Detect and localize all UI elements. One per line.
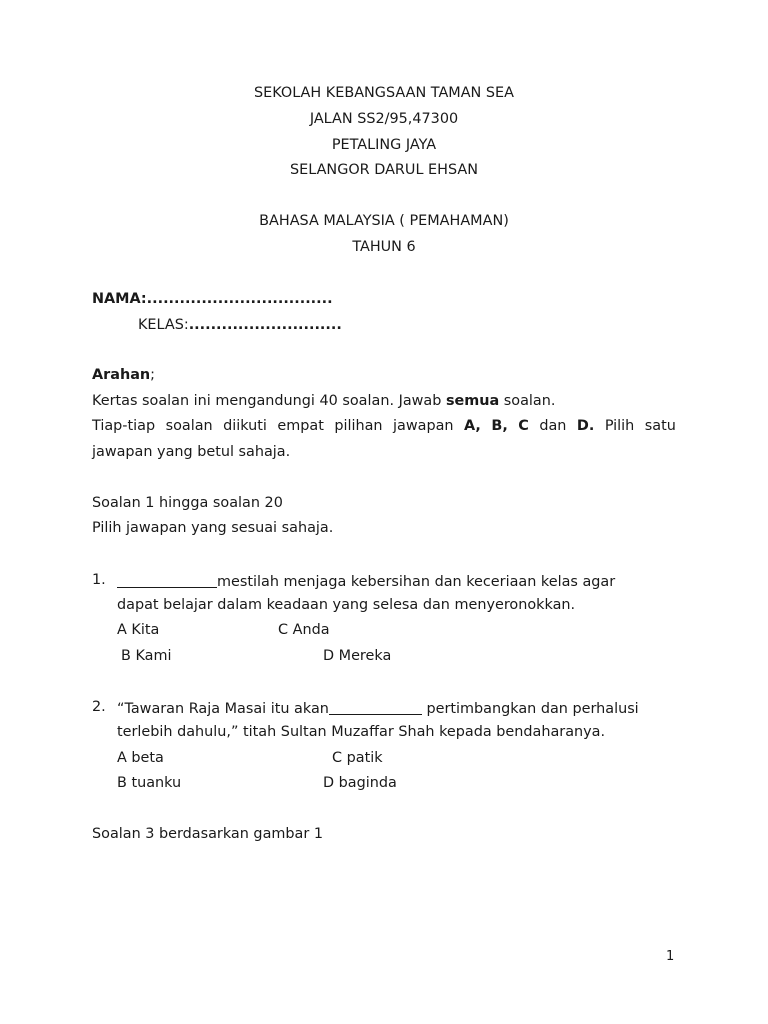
- instructions-line-1-post: soalan.: [499, 393, 556, 409]
- question-1-line-1: [117, 572, 615, 590]
- class-label: KELAS:: [138, 317, 189, 333]
- instructions-word: pilihan: [334, 418, 383, 434]
- question-2-option-a: A beta: [117, 750, 164, 766]
- instructions-word: satu: [644, 418, 676, 434]
- instructions-line-1-pre: Kertas soalan ini mengandungi 40 soalan. Jawab: [92, 393, 446, 409]
- school-street: JALAN SS2/95,47300: [309, 111, 459, 127]
- question-2-text-pre: “Tawaran Raja Masai itu akan: [117, 701, 329, 717]
- question-1-option-d: D Mereka: [323, 648, 392, 664]
- instructions-word: Tiap-tiap: [92, 418, 156, 434]
- instructions-option-a: A,: [464, 418, 481, 434]
- section-range: Soalan 1 hingga soalan 20: [92, 495, 283, 511]
- question-1-option-c: C Anda: [278, 622, 330, 638]
- instructions-option-c: C: [518, 418, 529, 434]
- school-name: SEKOLAH KEBANGSAAN TAMAN SEA: [254, 85, 514, 101]
- class-dots: ............................: [188, 317, 342, 333]
- school-city: PETALING JAYA: [331, 137, 437, 153]
- instructions-title-suffix: ;: [150, 367, 156, 383]
- instructions-word: diikuti: [223, 418, 267, 434]
- page-number: 1: [666, 949, 675, 964]
- instructions-word: jawapan: [393, 418, 454, 434]
- question-1-option-a: A Kita: [117, 622, 160, 638]
- question-1-option-b: B Kami: [121, 648, 172, 664]
- class-field: [138, 317, 342, 333]
- name-dots: ..................................: [146, 291, 333, 307]
- section-direction: Pilih jawapan yang sesuai sahaja.: [92, 520, 334, 536]
- question-2-line-2: terlebih dahulu,” titah Sultan Muzaffar Shah kepada bendaharanya.: [117, 724, 606, 740]
- figure-reference: Soalan 3 berdasarkan gambar 1: [92, 826, 324, 842]
- question-2-option-b: B tuanku: [117, 775, 182, 791]
- instructions-word: dan: [539, 418, 567, 434]
- question-1-line-2: dapat belajar dalam keadaan yang selesa dan menyeronokkan.: [117, 597, 576, 613]
- instructions-line-3: jawapan yang betul sahaja.: [92, 444, 291, 460]
- instructions-line-1: [92, 393, 555, 409]
- question-2-option-c: C patik: [332, 750, 383, 766]
- question-2-number: 2.: [92, 699, 106, 715]
- instructions-option-d: D.: [576, 418, 595, 434]
- instructions-word: Pilih: [604, 418, 635, 434]
- name-field: [92, 291, 333, 307]
- question-2-line-1: [117, 699, 639, 717]
- instructions-line-1-bold: semua: [445, 393, 500, 409]
- name-label: NAMA:: [92, 291, 147, 307]
- question-1-number: 1.: [92, 572, 106, 588]
- subject-title: BAHASA MALAYSIA ( PEMAHAMAN): [259, 213, 509, 229]
- year-title: TAHUN 6: [352, 239, 416, 255]
- answer-blank: [117, 572, 217, 588]
- instructions-heading: [92, 367, 155, 383]
- instructions-word: empat: [277, 418, 324, 434]
- instructions-title: Arahan: [92, 367, 151, 383]
- question-2-text-post: pertimbangkan dan perhalusi: [421, 701, 639, 717]
- instructions-line-2: [92, 418, 676, 434]
- question-1-text: mestilah menjaga kebersihan dan keceriaan kelas agar: [217, 574, 616, 590]
- school-state: SELANGOR DARUL EHSAN: [290, 162, 478, 178]
- question-2-option-d: D baginda: [323, 775, 397, 791]
- answer-blank: [329, 699, 422, 715]
- instructions-word: soalan: [165, 418, 213, 434]
- instructions-option-b: B,: [491, 418, 508, 434]
